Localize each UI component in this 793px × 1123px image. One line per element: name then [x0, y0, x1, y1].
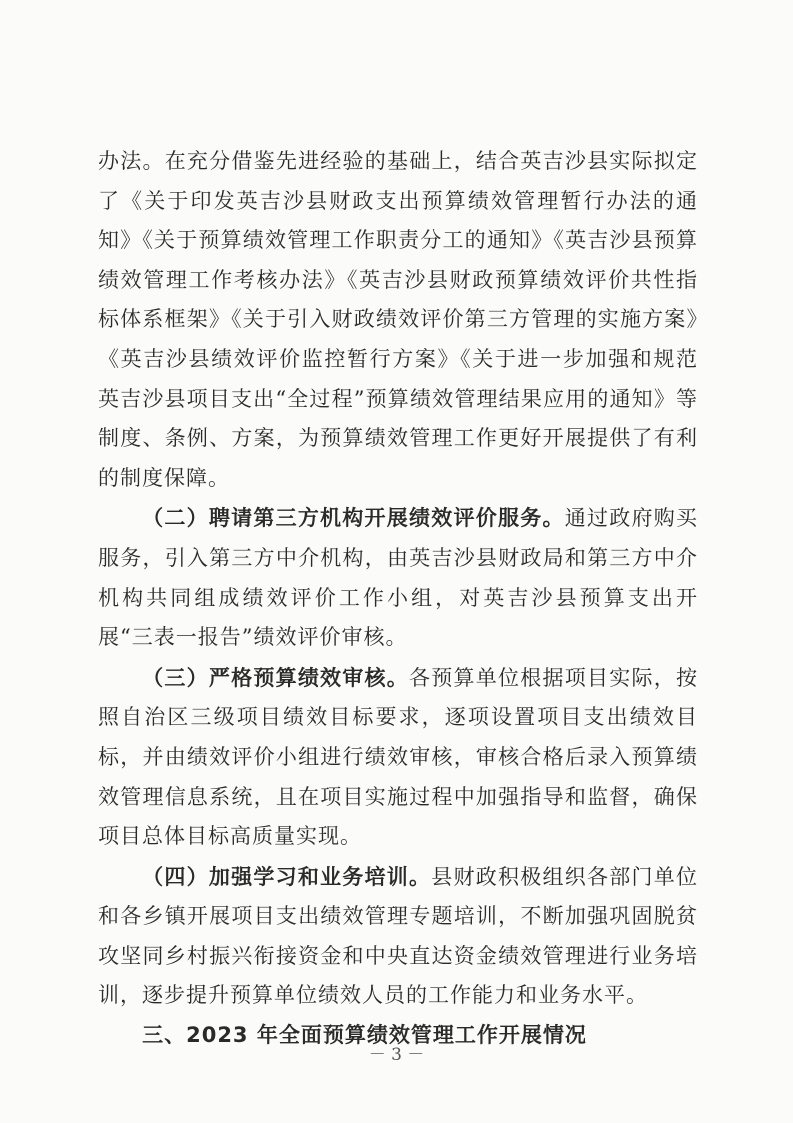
paragraph-review-body: 各预算单位根据项目实际，按照自治区三级项目绩效目标要求，逐项设置项目支出绩效目标，并由绩效评价小组进行绩效审核，审核合格后录入预算绩效管理信息系统，且在项目实施过程中加强指导和监督，确保项目总体目标高质量实现。 [98, 665, 698, 849]
subheading-training: （四）加强学习和业务培训。 [142, 863, 432, 889]
paragraph-review [98, 658, 698, 857]
page-number: － 3 － [368, 1045, 425, 1065]
paragraph-training [98, 857, 698, 1016]
paragraph-training-body: 县财政积极组织各部门单位和各乡镇开展项目支出绩效管理专题培训，不断加强巩固脱贫攻坚同乡村振兴衔接资金和中央直达资金绩效管理进行业务培训，逐步提升预算单位绩效人员的工作能力和业务水平。 [98, 864, 699, 1008]
paragraph-regulations: 办法。在充分借鉴先进经验的基础上，结合英吉沙县实际拟定了《关于印发英吉沙县财政支出预算绩效管理暂行办法的通知》《关于预算绩效管理工作职责分工的通知》《英吉沙县预算绩效管理工作考核办法》《英吉沙县财政预算绩效评价共性指标体系框架》《关于引入财政绩效评价第三方管理的实施方案》《英吉沙县绩效评价监控暂行方案》《关于进一步加强和规范英吉沙县项目支出“全过程”预算绩效管理结果应用的通知》等制度、条例、方案，为预算绩效管理工作更好开展提供了有利的制度保障。 [98, 149, 698, 490]
paragraph-third-party [98, 498, 698, 657]
subheading-third-party: （二）聘请第三方机构开展绩效评价服务。 [142, 505, 565, 531]
paragraph-third-party-body: 通过政府购买服务，引入第三方中介机构，由英吉沙县财政局和第三方中介机构共同组成绩效评价工作小组，对英吉沙县预算支出开展“三表一报告”绩效评价审核。 [98, 506, 699, 650]
section-heading-3: 三、2023 年全面预算绩效管理工作开展情况 [142, 1023, 587, 1048]
subheading-review: （三）严格预算绩效审核。 [142, 664, 410, 690]
document-body [98, 142, 698, 1056]
